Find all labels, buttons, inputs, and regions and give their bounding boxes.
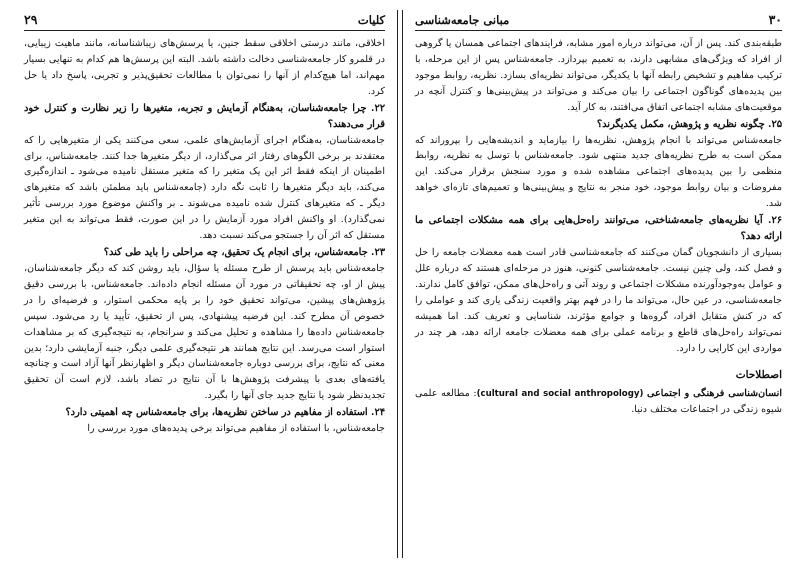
left-page-header (24, 10, 385, 31)
right-page (402, 10, 792, 558)
left-paragraph-4: جامعه‌شناس، با استفاده از مفاهیم می‌تواند برخی پدیده‌های مورد بررسی را (87, 423, 385, 435)
left-page (14, 10, 398, 558)
right-paragraph-2: جامعه‌شناس می‌تواند با انجام پژوهش، نظریه‌ها را بیازماید و اندیشه‌هایی را بپروراند که ممکن است به طرح نظریه‌های جدید منتهی شود. جامعه‌شناس با توسل به نظریه، روابط منظمی را بین پدیده‌های اجتماعی مشاهده شده و مورد سنجش برقرار می‌کند. این مفروضات و بیان روابط موجود، خود منجر به نتایج و پیش‌بینی‌ها و تعمیم‌های تازه‌ای خواهد شد. (415, 134, 782, 210)
left-paragraph-2: جامعه‌شناسان، به‌هنگام اجرای آزمایش‌های علمی، سعی می‌کنند یکی از متغیرهایی را که معتقدند بر برخی الگوهای رفتار اثر می‌گذارد، از دیگر متغیرها جدا کنند. جامعه‌شناس، برای اطمینان از اینکه فقط اثر این یک متغیر را که متغیر مستقل نامیده می‌شود ـ اندازه‌گیری می‌کند، باید دیگر متغیرها را ثابت نگه دارد (جامعه‌شناس باید مطمئن باشد که متغیرهای دیگر ـ که متغیرهای کنترل شده نامیده می‌شوند ـ بر واکنش موضوع مورد بررسی تأثیر نمی‌گذارد). او واکنش افراد مورد آزمایش را در این صورت، فقط می‌تواند به این متغیر مستقل که اثر آن را جستجو می‌کند نسبت دهد. (24, 134, 386, 242)
term-entry-1 (415, 386, 782, 418)
question-24: ۲۴. استفاده از مفاهیم در ساختن نظریه‌ها، برای جامعه‌شناس چه اهمیتی دارد؟ (65, 407, 385, 419)
left-paragraph-3: جامعه‌شناس باید پرسش از طرح مسئله یا سؤال، باید روشن کند که دیگر جامعه‌شناسان، پیش از او، چه تحقیقاتی در مورد آن مسئله انجام داده‌اند. جامعه‌شناس، با بررسی دقیق پژوهش‌های پیشین، می‌تواند تحقیق خود را بر پایه محکمی استوار، و فرضیه‌ای را در خصوص آن مطرح کند. این فرضیه پیشنهادی، پس از تحقیق، تأیید یا رد می‌شود. سپس جامعه‌شناس داده‌ها را مشاهده و تحلیل می‌کند و سرانجام، به نتیجه‌گیری که بر مشاهدات استوار است می‌رسد. این نتایج همانند هر نتیجه‌گیری علمی دیگر، جنبه آزمایشی دارد؛ بدین معنی که نتایج، برای بررسی دوباره جامعه‌شناسان دیگر و اظهارنظر آنها آزاد است و چنانچه یافته‌های بعدی با پیشرفت پژوهش‌ها با آن نتایج در تضاد باشد، لازم است آن تحقیق تجدیدنظر شود یا نتایج جدید جای آنها را بگیرد. (24, 262, 385, 402)
right-paragraph-1: طبقه‌بندی کند. پس از آن، می‌تواند درباره امور مشابه، فرایندهای اجتماعی همسان یا گروهی از افراد که ویژگی‌های مشابهی دارند، به تعمیم بپردازد. جامعه‌شناس پس از این مرحله، با ترکیب مفاهیم و تشخیص رابطه آنها با یکدیگر، می‌تواند نظریه‌ای بسازد. نظریه، روابط موجود بین پدیده‌های گوناگون اجتماعی را بیان می‌کند و می‌تواند در پیش‌بینی‌ها و کنترل آنچه در موقعیت‌های مشابه اجتماعی اتفاق می‌افتند، به کار آید. (415, 38, 782, 113)
left-page-number: ۲۹ (24, 12, 38, 27)
section-title-terms: اصطلاحات (735, 369, 782, 382)
left-paragraph-1: اخلاقی، مانند درستی اخلاقی سقط جنین، یا پرسش‌های زیباشناسانه، مانند ماهیت زیبایی، در قلمرو کار جامعه‌شناسی دخالت داشته باشد. البته این پرسش‌ها هم کدام به تنهایی بسیار مهم‌اند، اما هیچ‌کدام از آنها را نمی‌توان با مطالعات تحقیق‌پذیر و تجربی، پاسخ داد یا حل کرد. (24, 38, 385, 97)
left-header-title: کلیات (357, 12, 385, 27)
right-paragraph-3: بسیاری از دانشجویان گمان می‌کنند که جامعه‌شناسی قادر است همه معضلات جامعه را حل و فصل کند، ولی چنین نیست. جامعه‌شناسی کنونی، هنوز در مرحله‌ای هستند که درباره علل و عوامل به‌وجودآورنده مشکلات اجتماعی و روند آتی و راه‌حل‌های ممکن، توافق کامل ندارند. جامعه‌شناسی، در عین حال، می‌تواند ما را در فهم بهتر واقعیت زندگی یاری کند و عواملی را که در کنش متقابل افراد، گروه‌ها و جوامع مؤثرند، شناسایی و تعریف کند. اما همیشه نمی‌تواند راه‌حل‌های قاطع و برنامه عملی برای همه معضلات جامعه ارائه دهد، هر چند در مواردی این کارایی را دارد. (415, 247, 782, 354)
question-26: ۲۶. آیا نظریه‌های جامعه‌شناختی، می‌توانند راه‌حل‌هایی برای همه مشکلات اجتماعی ما ارائه دهد؟ (415, 215, 782, 243)
term-english: (cultural and social anthropology) (476, 389, 644, 400)
question-23: ۲۳. جامعه‌شناس، برای انجام یک تحقیق، چه مراحلی را باید طی کند؟ (103, 246, 385, 258)
right-page-number: ۳۰ (768, 12, 782, 27)
term-definition: : مطالعه علمی شیوه زندگی در اجتماعات مختلف دنیا. (415, 388, 782, 416)
right-header-title: مبانی جامعه‌شناسی (415, 12, 510, 27)
question-22: ۲۲. چرا جامعه‌شناسان، به‌هنگام آزمایش و تجربه، متغیرها را زیر نظارت و کنترل خود قرار می‌دهند؟ (24, 102, 385, 130)
right-page-header (415, 10, 782, 31)
question-25: ۲۵. چگونه نظریه و پژوهش، مکمل یکدیگرند؟ (596, 118, 782, 130)
term-label: انسان‌شناسی فرهنگی و اجتماعی (647, 388, 782, 400)
